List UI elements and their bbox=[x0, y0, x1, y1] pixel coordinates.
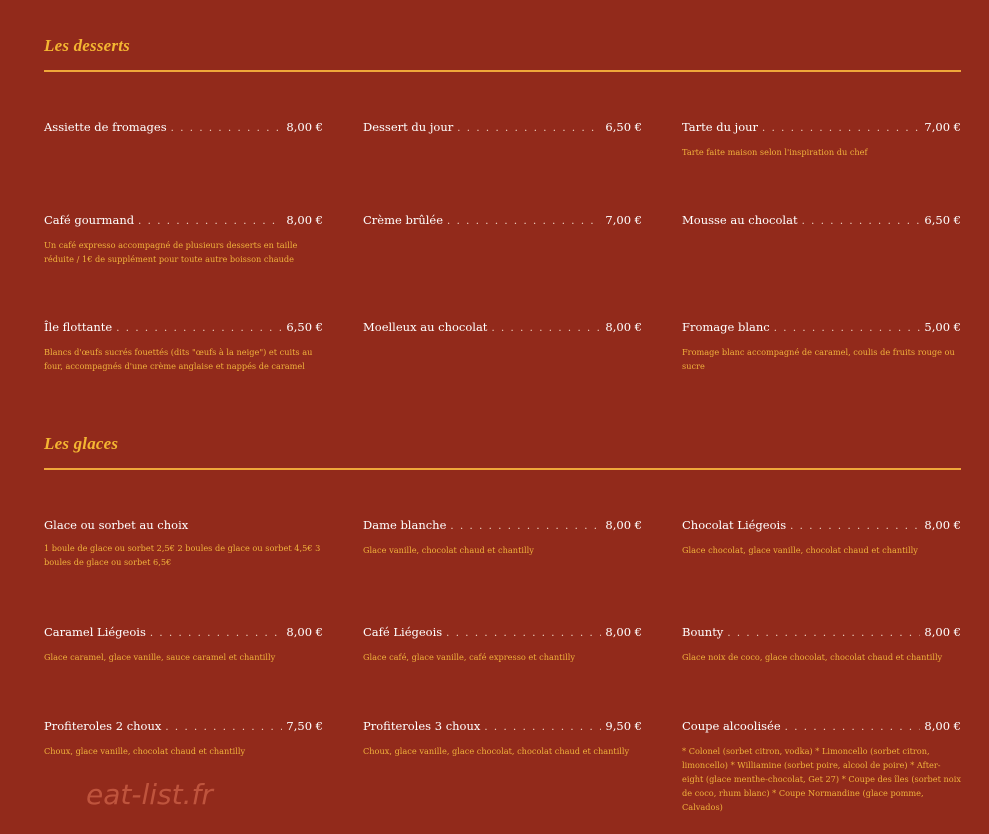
menu-item bbox=[363, 624, 642, 664]
dot-leader bbox=[457, 121, 601, 137]
menu-item-header bbox=[363, 718, 642, 736]
watermark: eat-list.fr bbox=[86, 778, 213, 811]
menu-item-header bbox=[363, 319, 642, 337]
menu-item-price: 6,50 € bbox=[924, 213, 961, 227]
menu-item-header bbox=[44, 212, 323, 230]
dot-leader bbox=[447, 214, 601, 230]
section-divider bbox=[44, 70, 961, 72]
menu-item-description: Tarte faite maison selon l'inspiration du chef bbox=[682, 147, 868, 157]
menu-item-description: Choux, glace vanille, chocolat chaud et chantilly bbox=[44, 746, 246, 756]
menu-item-price: 8,00 € bbox=[605, 320, 642, 334]
menu-item-header bbox=[44, 119, 323, 137]
menu-item-description: 1 boule de glace ou sorbet 2,5€ 2 boules de glace ou sorbet 4,5€ 3 boules de glace ou sorbet 6,5€ bbox=[44, 543, 321, 567]
dot-leader bbox=[138, 214, 282, 230]
menu-item bbox=[44, 718, 323, 758]
menu-item-name: Profiteroles 2 choux bbox=[44, 719, 162, 733]
menu-item bbox=[363, 319, 642, 337]
menu-item bbox=[44, 119, 323, 137]
menu-item-description: Glace chocolat, glace vanille, chocolat chaud et chantilly bbox=[682, 545, 918, 555]
menu-item-price: 8,00 € bbox=[286, 625, 323, 639]
menu-item bbox=[682, 212, 961, 230]
menu-item bbox=[44, 319, 323, 373]
dot-leader bbox=[774, 321, 921, 337]
menu-item-name: Glace ou sorbet au choix bbox=[44, 518, 189, 532]
dot-leader bbox=[165, 720, 282, 736]
menu-item-price: 7,00 € bbox=[605, 213, 642, 227]
menu-item-description: Glace caramel, glace vanille, sauce caramel et chantilly bbox=[44, 652, 276, 662]
menu-item-name: Café Liégeois bbox=[363, 625, 443, 639]
menu-item-price: 8,00 € bbox=[924, 719, 961, 733]
menu-item-name: Île flottante bbox=[44, 320, 113, 334]
menu-item-header bbox=[44, 624, 323, 642]
dot-leader bbox=[762, 121, 920, 137]
menu-item-name: Crème brûlée bbox=[363, 213, 444, 227]
section-title: Les desserts bbox=[44, 36, 130, 55]
section-title: Les glaces bbox=[44, 434, 119, 453]
section-divider bbox=[44, 468, 961, 470]
menu-item-price: 5,00 € bbox=[924, 320, 961, 334]
menu-item-description: Choux, glace vanille, glace chocolat, chocolat chaud et chantilly bbox=[363, 746, 630, 756]
menu-item-header bbox=[682, 624, 961, 642]
menu-item bbox=[44, 212, 323, 266]
menu-item-name: Assiette de fromages bbox=[44, 120, 167, 134]
menu-item-name: Moelleux au chocolat bbox=[363, 320, 488, 334]
dot-leader bbox=[450, 519, 601, 535]
dot-leader bbox=[491, 321, 601, 337]
dot-leader bbox=[790, 519, 920, 535]
menu-item-description: Glace noix de coco, glace chocolat, chocolat chaud et chantilly bbox=[682, 652, 943, 662]
menu-item-price: 6,50 € bbox=[605, 120, 642, 134]
menu-item-name: Fromage blanc bbox=[682, 320, 770, 334]
dot-leader bbox=[727, 626, 920, 642]
menu-item-header bbox=[682, 119, 961, 137]
menu-item-header bbox=[363, 119, 642, 137]
menu-item-price: 8,00 € bbox=[286, 120, 323, 134]
menu-item-header bbox=[363, 212, 642, 230]
menu-item-name: Chocolat Liégeois bbox=[682, 518, 787, 532]
menu-item-header bbox=[44, 517, 323, 533]
menu-item bbox=[363, 119, 642, 137]
menu-item bbox=[44, 517, 323, 569]
menu-item-header bbox=[44, 319, 323, 337]
menu-item-price: 9,50 € bbox=[605, 719, 642, 733]
menu-item-name: Bounty bbox=[682, 625, 724, 639]
menu-item-description: Un café expresso accompagné de plusieurs desserts en taille réduite / 1€ de supplément pour toute autre boisson chaude bbox=[44, 240, 298, 264]
menu-item-price: 8,00 € bbox=[605, 518, 642, 532]
menu-item-price: 8,00 € bbox=[924, 625, 961, 639]
dot-leader bbox=[150, 626, 283, 642]
menu-item-name: Coupe alcoolisée bbox=[682, 719, 781, 733]
menu-item-name: Tarte du jour bbox=[682, 120, 759, 134]
menu-item-name: Dessert du jour bbox=[363, 120, 454, 134]
dot-leader bbox=[446, 626, 601, 642]
dot-leader bbox=[802, 214, 921, 230]
menu-item-header bbox=[363, 624, 642, 642]
menu-item bbox=[363, 517, 642, 557]
menu-item-header bbox=[44, 718, 323, 736]
menu-item-price: 8,00 € bbox=[286, 213, 323, 227]
menu-item-header bbox=[363, 517, 642, 535]
menu-item bbox=[682, 517, 961, 557]
menu-item-price: 8,00 € bbox=[605, 625, 642, 639]
menu-item bbox=[363, 718, 642, 758]
menu-item-name: Dame blanche bbox=[363, 518, 447, 532]
menu-item-description: * Colonel (sorbet citron, vodka) * Limoncello (sorbet citron, limoncello) * Williamine (sorbet poire, alcool de poire) * After-eight (glace menthe-chocolat, Get 27) * Coupe des îles (sorbet noix de coco, rhum blanc) * Coupe Normandine (glace pomme, Calvados) bbox=[682, 746, 961, 812]
menu-item-header bbox=[682, 319, 961, 337]
menu-item-header bbox=[682, 517, 961, 535]
dot-leader bbox=[484, 720, 601, 736]
menu-item bbox=[363, 212, 642, 230]
menu-item-description: Fromage blanc accompagné de caramel, coulis de fruits rouge ou sucre bbox=[682, 347, 955, 371]
menu-item bbox=[682, 119, 961, 159]
dot-leader bbox=[171, 121, 283, 137]
menu-item bbox=[682, 624, 961, 664]
menu-item-description: Glace café, glace vanille, café expresso et chantilly bbox=[363, 652, 575, 662]
menu-item bbox=[682, 319, 961, 373]
menu-item-name: Caramel Liégeois bbox=[44, 625, 146, 639]
menu-item-header bbox=[682, 718, 961, 736]
menu-item-description: Glace vanille, chocolat chaud et chantilly bbox=[363, 545, 534, 555]
menu-item-price: 7,50 € bbox=[286, 719, 323, 733]
dot-leader bbox=[785, 720, 921, 736]
menu-item bbox=[682, 718, 961, 814]
menu-item-name: Mousse au chocolat bbox=[682, 213, 798, 227]
menu-item bbox=[44, 624, 323, 664]
menu-item-description: Blancs d'œufs sucrés fouettés (dits "œufs à la neige") et cuits au four, accompagnés d'une crème anglaise et nappés de caramel bbox=[44, 347, 313, 371]
dot-leader bbox=[116, 321, 282, 337]
menu-item-name: Profiteroles 3 choux bbox=[363, 719, 481, 733]
menu-item-price: 6,50 € bbox=[286, 320, 323, 334]
menu-item-header bbox=[682, 212, 961, 230]
menu-item-price: 8,00 € bbox=[924, 518, 961, 532]
menu-item-name: Café gourmand bbox=[44, 213, 135, 227]
menu-item-price: 7,00 € bbox=[924, 120, 961, 134]
